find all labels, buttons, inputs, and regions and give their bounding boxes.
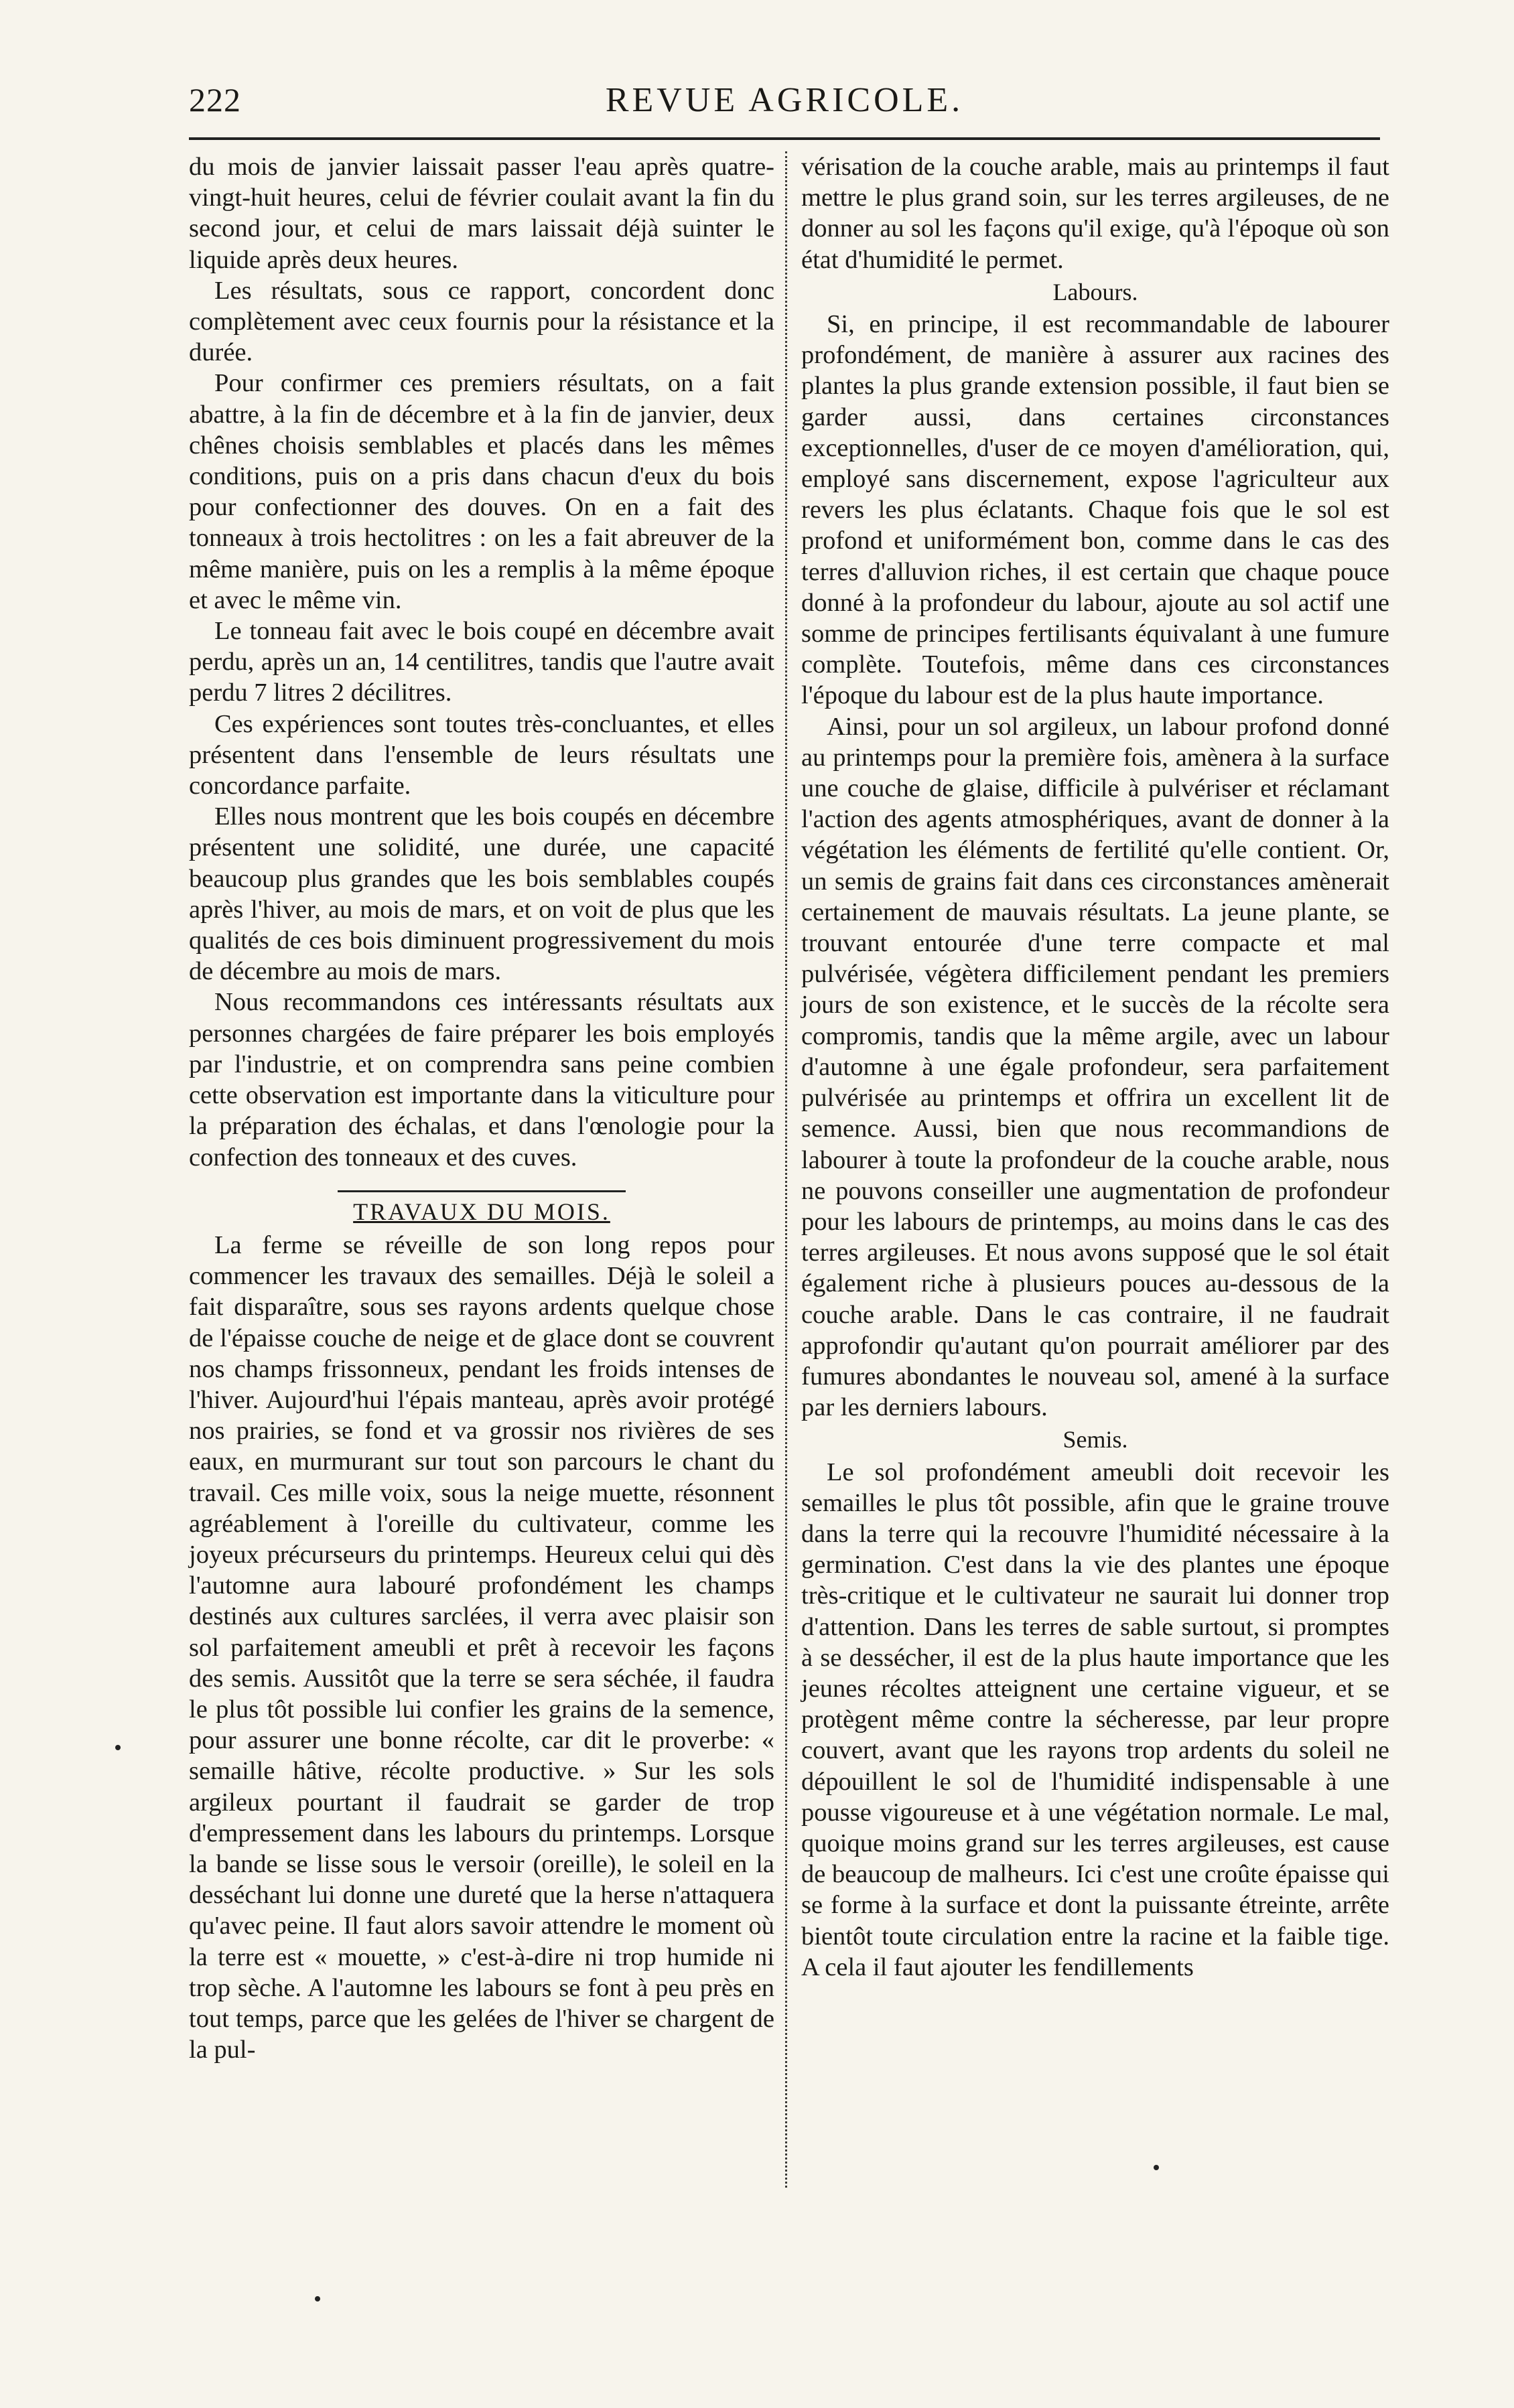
left-column	[189, 151, 774, 2065]
header-rule	[189, 137, 1380, 140]
paragraph: Pour confirmer ces premiers résultats, on a fait abattre, à la fin de décembre et à la fin de janvier, deux chênes choisis semblables et placés dans les mêmes conditions, puis on a pris dans chacun d'eux du bois pour confectionner des douves. On en a fait des tonneaux à trois hectolitres : on les a fait abreuver de la même manière, puis on les a remplis à la même époque et avec le même vin.	[189, 369, 774, 614]
paragraph: Elles nous montrent que les bois coupés en décembre présentent une solidité, une durée, une capacité beaucoup plus grandes que les bois semblables coupés après l'hiver, au mois de mars, et on voit de plus que les qualités de ces bois diminuent progressivement du mois de décembre au mois de mars.	[189, 802, 774, 986]
section-rule	[338, 1190, 626, 1192]
paragraph: Si, en principe, il est recommandable de labourer profondément, de manière à assurer aux racines des plantes la plus grande extension possible, il faut bien se garder aussi, dans certaines circonstances exceptionnelles, d'user de ce moyen d'amélioration, qui, employé sans discernement, expose l'agriculteur aux revers les plus éclatants. Chaque fois que le sol est profond et uniformément bon, comme dans le cas des terres d'alluvion riches, il est certain que chaque pouce donné à la profondeur du labour, ajoute au sol actif une somme de principes fertilisants équivalant à une fumure complète. Toutefois, même dans ces circonstances l'époque du labour est de la plus haute importance.	[801, 310, 1389, 710]
paragraph: Ainsi, pour un sol argileux, un labour profond donné au printemps pour la première fois, amènera à la surface une couche de glaise, difficile à pulvériser et réclamant l'action des agents atmosphériques, avant de donner à la végétation les éléments de fertilité qu'elle contient. Or, un semis de grains fait dans ces circonstances amènerait certainement de mauvais résultats. La jeune plante, se trouvant entourée d'une terre compacte et mal pulvérisée, végètera difficilement pendant les premiers jours de son existence, et le succès de la récolte sera compromis, tandis que la même argile, avec un labour d'automne à une égale profondeur, sera parfaitement pulvérisée au printemps et offrira un excellent lit de semence. Aussi, bien que nous recommandions de labourer à toute la profondeur de la couche arable, nous ne pouvons conseiller une augmentation de profondeur pour les labours de printemps, au moins dans le cas des terres argileuses. Et nous avons supposé que le sol était également riche à plusieurs pouces au-dessous de la couche arable. Dans le cas contraire, il ne faudrait approfondir qu'autant qu'on pourrait améliorer par des fumures abondantes le nouveau sol, amené à la surface par les derniers labours.	[801, 712, 1389, 1422]
page-header	[189, 80, 1380, 134]
margin-dot	[115, 1745, 121, 1750]
paragraph: Ces expériences sont toutes très-concluantes, et elles présentent dans l'ensemble de leurs résultats une concordance parfaite.	[189, 709, 774, 800]
page-number: 222	[189, 81, 241, 119]
section-title: TRAVAUX DU MOIS.	[353, 1198, 610, 1225]
paragraph: du mois de janvier laissait passer l'eau après quatre-vingt-huit heures, celui de février coulait avant la fin du second jour, et celui de mars laissait déjà suinter le liquide après deux heures.	[189, 153, 774, 274]
margin-dot	[315, 2296, 320, 2301]
right-column	[801, 151, 1389, 1983]
paragraph: Nous recommandons ces intéressants résultats aux personnes chargées de faire préparer les bois employés par l'industrie, et on comprendra sans peine combien cette observation est importante dans la viticulture pour la préparation des échalas, et dans l'œnologie pour la confection des tonneaux et des cuves.	[189, 988, 774, 1172]
paragraph: vérisation de la couche arable, mais au printemps il faut mettre le plus grand soin, sur les terres argileuses, de ne donner au sol les façons qu'il exige, qu'à l'époque où son état d'humidité le permet.	[801, 153, 1389, 274]
running-title: REVUE AGRICOLE.	[605, 81, 964, 119]
margin-dot	[1154, 2165, 1159, 2170]
paragraph: La ferme se réveille de son long repos pour commencer les travaux des semailles. Déjà le soleil a fait disparaître, sous ses rayons ardents quelque chose de l'épaisse couche de neige et de glace dont se couvrent nos champs frissonneux, pendant les froids intenses de l'hiver. Aujourd'hui l'épais manteau, après avoir protégé nos prairies, se fond et va grossir nos rivières de ses eaux, en murmurant sur tout son parcours le chant du travail. Ces mille voix, sous la neige muette, résonnent agréablement à l'oreille du cultivateur, comme les joyeux précurseurs du printemps. Heureux celui qui dès l'automne aura labouré profondément les champs destinés aux cultures sarclées, il verra avec plaisir son sol parfaitement ameubli et prêt à recevoir les façons des semis. Aussitôt que la terre se sera séchée, il faudra le plus tôt possible lui confier les grains de la semence, pour assurer une bonne récolte, car dit le proverbe: « semaille hâtive, récolte productive. » Sur les sols argileux pourtant il faudrait se garder de trop d'empressement dans les labours du printemps. Lorsque la bande se lisse sous le versoir (oreille), le soleil en la desséchant lui donne une dureté que la herse n'attaquera qu'avec peine. Il faut alors savoir attendre le moment où la terre est « mouette, » c'est-à-dire ni trop humide ni trop sèche. A l'automne les labours se font à peu près en tout temps, parce que les gelées de l'hiver se chargent de la pul-	[189, 1230, 774, 2064]
paragraph: Le sol profondément ameubli doit recevoir les semailles le plus tôt possible, afin que le graine trouve dans la terre qui la recouvre l'humidité nécessaire à la germination. C'est dans la vie des plantes une époque très-critique et le cultivateur ne saurait lui donner trop d'attention. Dans les terres de sable surtout, si promptes à se dessécher, il est de la plus haute importance que les jeunes récoltes atteignent une certaine vigueur, et se protègent même contre la sécheresse, par leur propre couvert, avant que les rayons trop ardents du soleil ne dépouillent le sol de l'humidité indispensable à une pousse vigoureuse et à une végétation normale. Le mal, quoique moins grand sur les terres argileuses, est cause de beaucoup de malheurs. Ici c'est une croûte épaisse qui se forme à la surface et dont la puissante étreinte, arrête bientôt toute circulation entre la racine et la faible tige. A cela il faut ajouter les fendillements	[801, 1458, 1389, 1981]
subheading-labours: Labours.	[1052, 278, 1138, 305]
column-separator	[785, 151, 787, 2188]
paragraph: Les résultats, sous ce rapport, concordent donc complètement avec ceux fournis pour la résistance et la durée.	[189, 276, 774, 367]
subheading-semis: Semis.	[1062, 1426, 1128, 1454]
paragraph: Le tonneau fait avec le bois coupé en décembre avait perdu, après un an, 14 centilitres, tandis que l'autre avait perdu 7 litres 2 décilitres.	[189, 617, 774, 707]
